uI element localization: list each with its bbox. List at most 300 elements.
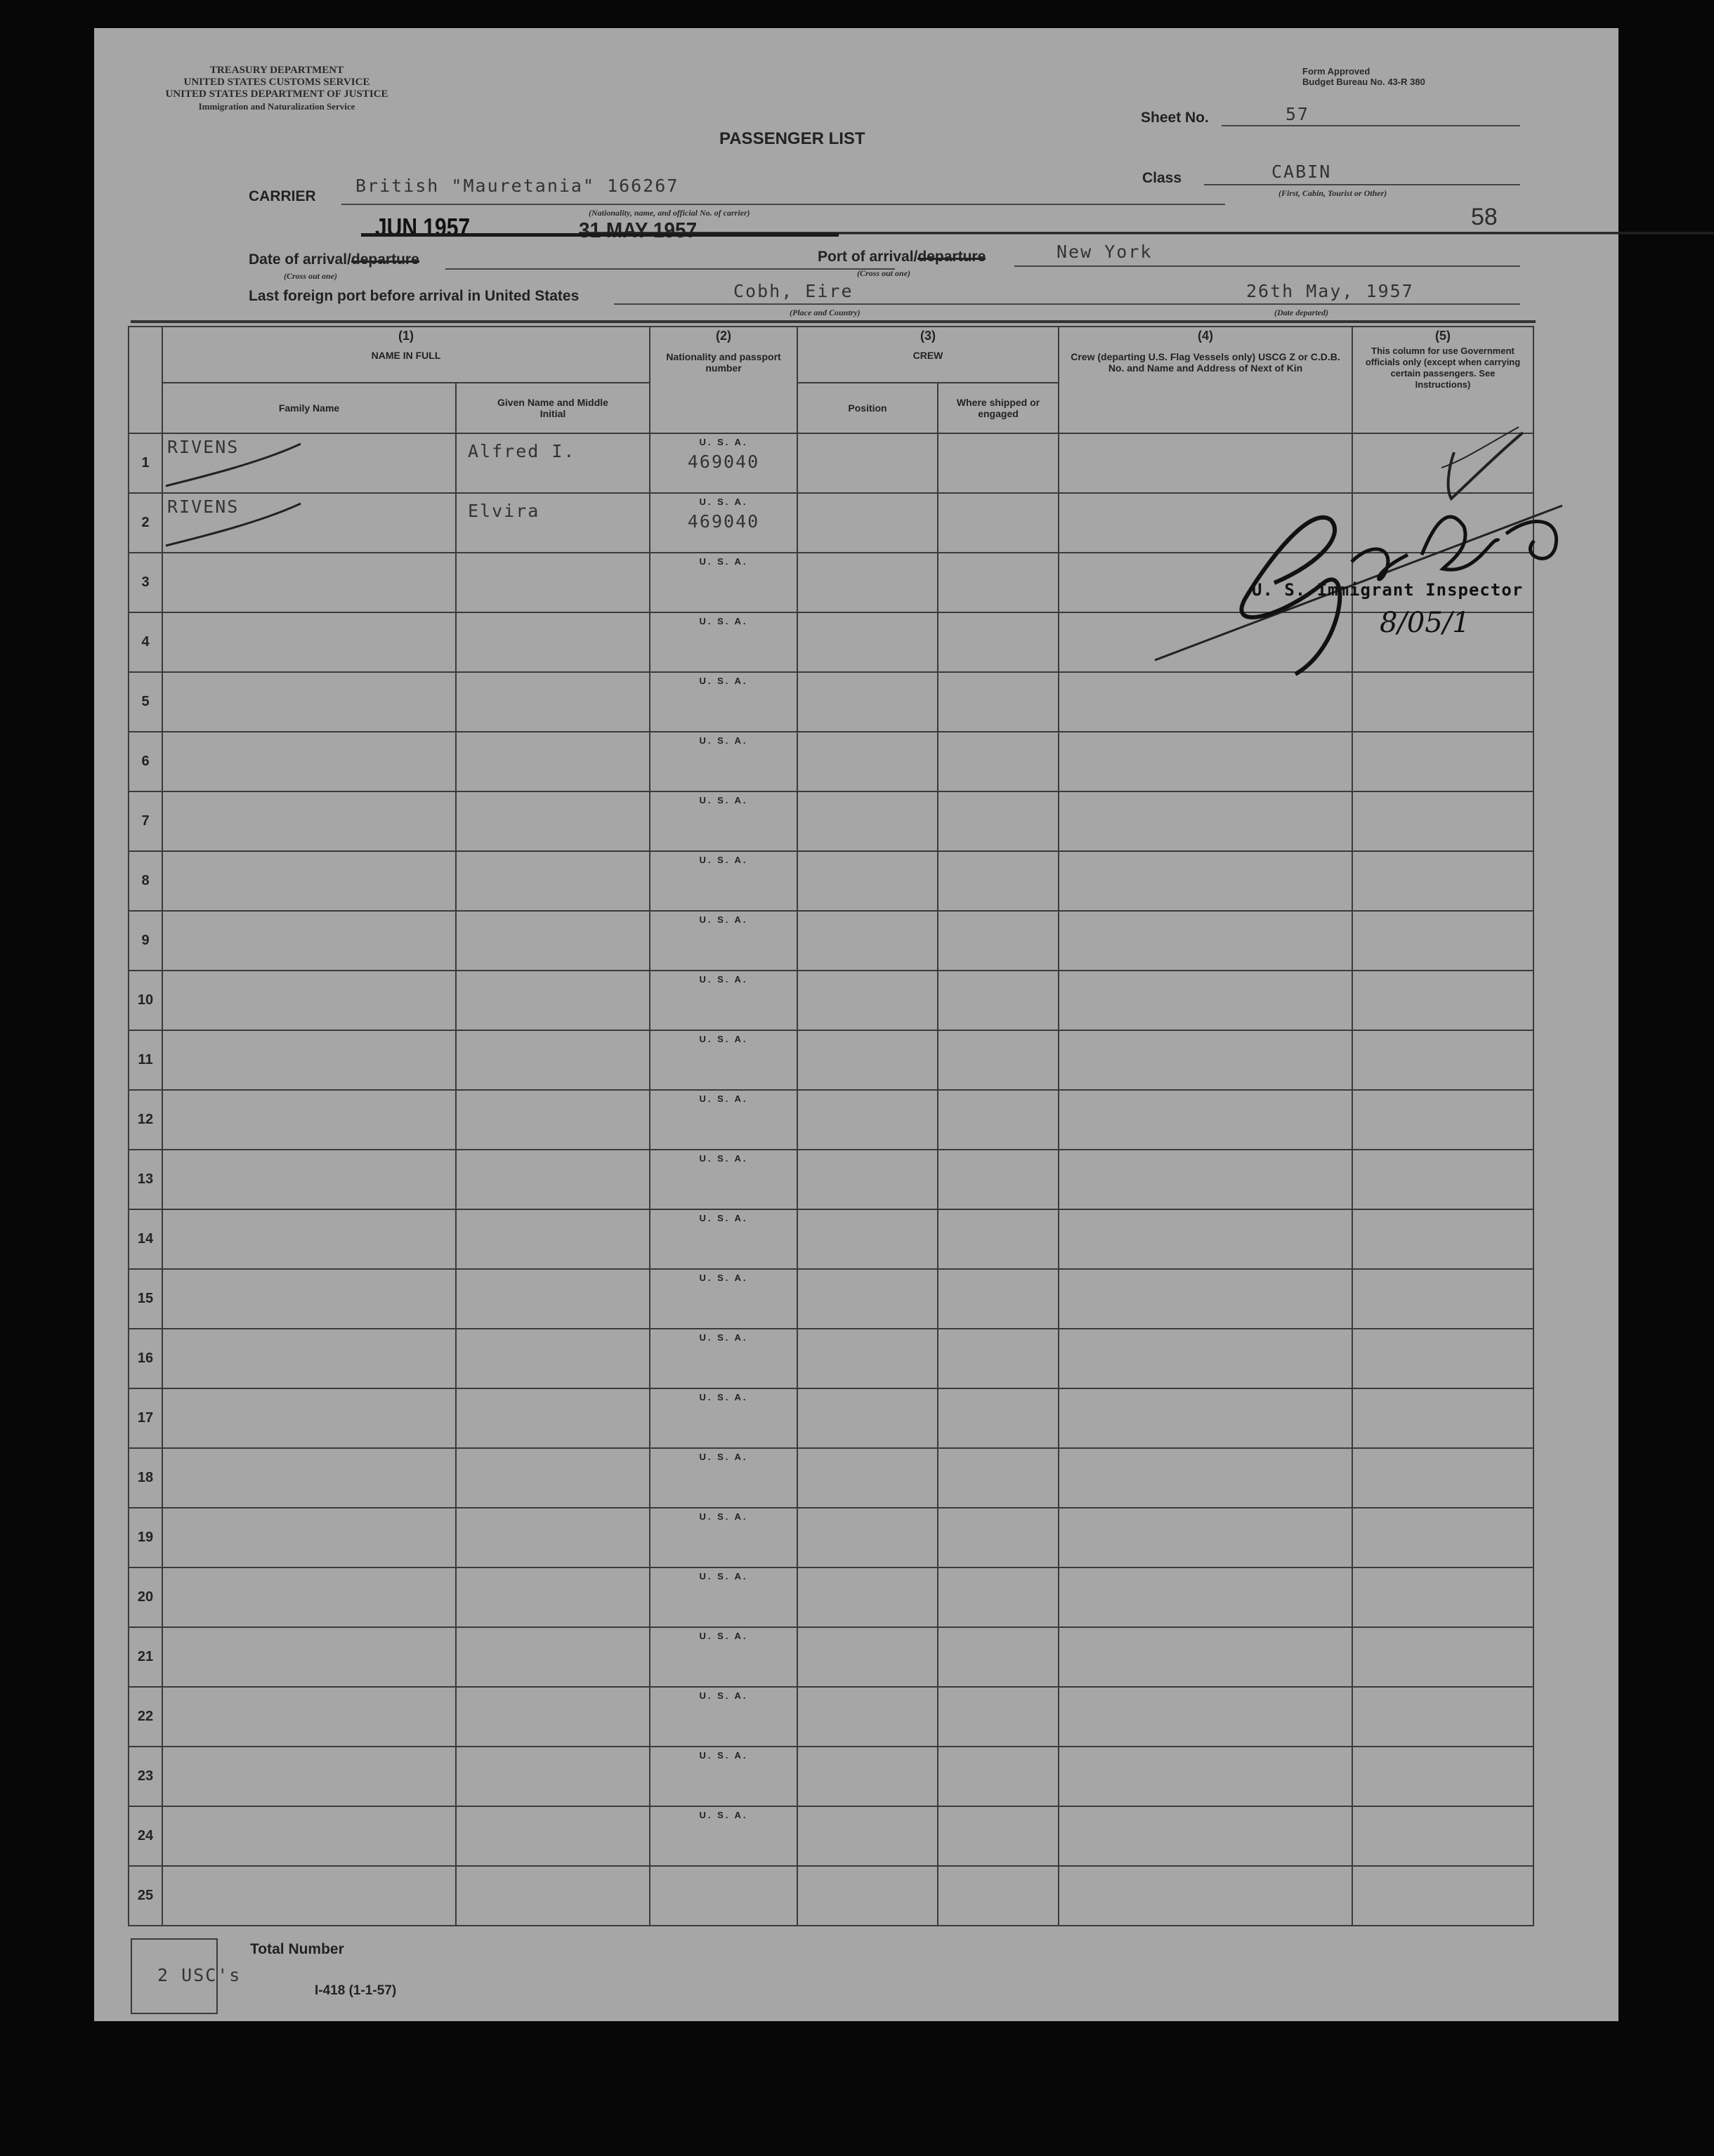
- family-name-cell: [162, 1269, 456, 1329]
- given-name-cell: [456, 791, 650, 851]
- crew-where-shipped-cell: [938, 1806, 1059, 1866]
- nationality: U. S. A.: [699, 1034, 748, 1044]
- table-row: [129, 1687, 1533, 1747]
- next-of-kin-cell: [1059, 1806, 1352, 1866]
- nationality-cell: [650, 1329, 797, 1388]
- row-number: 13: [129, 1150, 162, 1209]
- given-name-cell: [456, 1508, 650, 1567]
- nationality-cell: [650, 1090, 797, 1150]
- agency-header: [129, 65, 424, 112]
- nationality: U. S. A.: [699, 1631, 748, 1641]
- port-label-struck: departure: [917, 249, 986, 265]
- nationality-cell: [650, 791, 797, 851]
- crew-position-cell: [797, 553, 938, 612]
- family-name-cell: [162, 732, 456, 791]
- row-number: 3: [129, 553, 162, 612]
- nationality: U. S. A.: [699, 1690, 748, 1701]
- row-number: 7: [129, 791, 162, 851]
- nationality: U. S. A.: [699, 735, 748, 746]
- crew-position-cell: [797, 971, 938, 1030]
- nationality: U. S. A.: [699, 616, 748, 626]
- crew-where-shipped-cell: [938, 1747, 1059, 1806]
- page-number: 58: [1471, 204, 1498, 230]
- crew-where-shipped-cell: [938, 1030, 1059, 1090]
- official-use-cell: [1352, 1687, 1533, 1747]
- next-of-kin-cell: [1059, 1687, 1352, 1747]
- row-number: 4: [129, 612, 162, 672]
- table-row: [129, 791, 1533, 851]
- family-name-cell: [162, 553, 456, 612]
- crew-position-cell: [797, 1747, 938, 1806]
- next-of-kin-cell: [1059, 1448, 1352, 1508]
- form-approved: [1302, 66, 1425, 87]
- col2-number: (2): [716, 329, 732, 343]
- official-use-cell: [1352, 1508, 1533, 1567]
- family-name-cell: [162, 1627, 456, 1687]
- given-name-cell: [456, 1209, 650, 1269]
- row-number: 1: [129, 433, 162, 493]
- nationality-cell: [650, 1627, 797, 1687]
- row-number: 20: [129, 1567, 162, 1627]
- sheet-label: Sheet No.: [1141, 110, 1209, 126]
- nationality-cell: [650, 1806, 797, 1866]
- col1-header: [162, 327, 650, 383]
- page-title: PASSENGER LIST: [719, 129, 865, 148]
- official-use-cell: [1352, 1269, 1533, 1329]
- nationality-cell: [650, 493, 797, 553]
- crew-where-shipped-cell: [938, 971, 1059, 1030]
- nationality: U. S. A.: [699, 855, 748, 865]
- crew-position-cell: [797, 612, 938, 672]
- given-name-cell: [456, 1687, 650, 1747]
- official-use-cell: [1352, 1030, 1533, 1090]
- date-line: [445, 268, 895, 270]
- official-use-cell: [1352, 1747, 1533, 1806]
- crew-position-cell: [797, 1567, 938, 1627]
- crew-position-cell: [797, 1150, 938, 1209]
- port-label-main: Port of arrival/: [818, 249, 918, 265]
- table-row: [129, 1567, 1533, 1627]
- port-cross-caption: (Cross out one): [857, 268, 911, 278]
- nationality: U. S. A.: [699, 1750, 748, 1761]
- col1-title: NAME IN FULL: [371, 350, 441, 361]
- family-name-cell: [162, 1866, 456, 1926]
- next-of-kin-cell: [1059, 1329, 1352, 1388]
- nationality-cell: [650, 553, 797, 612]
- nationality: U. S. A.: [699, 1452, 748, 1462]
- family-name-cell: [162, 612, 456, 672]
- total-value: 2 USC's: [157, 1965, 242, 1985]
- given-name-cell: [456, 1747, 650, 1806]
- table-row: [129, 971, 1533, 1030]
- row-number: 21: [129, 1627, 162, 1687]
- table-row: [129, 1747, 1533, 1806]
- crew-where-shipped-cell: [938, 1627, 1059, 1687]
- nationality: U. S. A.: [699, 437, 748, 447]
- family-name-cell: [162, 1329, 456, 1388]
- crew-position-cell: [797, 433, 938, 493]
- carrier-caption: (Nationality, name, and official No. of carrier): [589, 208, 750, 218]
- table-row: [129, 1448, 1533, 1508]
- next-of-kin-cell: [1059, 1150, 1352, 1209]
- family-name-cell: [162, 1150, 456, 1209]
- given-name-header: Given Name and Middle Initial: [456, 383, 650, 433]
- crew-where-shipped-cell: [938, 1508, 1059, 1567]
- row-number: 23: [129, 1747, 162, 1806]
- given-name-cell: [456, 1806, 650, 1866]
- crew-position-cell: [797, 1090, 938, 1150]
- inspector-stamp: U. S. Immigrant Inspector: [1252, 580, 1524, 600]
- row-number: 19: [129, 1508, 162, 1567]
- given-name-cell: Elvira: [456, 493, 650, 553]
- nationality: U. S. A.: [699, 1810, 748, 1820]
- class-label: Class: [1142, 170, 1182, 186]
- table-row: [129, 1209, 1533, 1269]
- table-row: [129, 1329, 1533, 1388]
- place-caption: (Place and Country): [790, 308, 861, 317]
- next-of-kin-cell: [1059, 971, 1352, 1030]
- crew-position-cell: [797, 851, 938, 911]
- given-name-cell: [456, 672, 650, 732]
- official-use-cell: [1352, 732, 1533, 791]
- official-use-cell: [1352, 1150, 1533, 1209]
- family-name-cell: [162, 672, 456, 732]
- table-row: [129, 1150, 1533, 1209]
- nationality: U. S. A.: [699, 556, 748, 567]
- col2-title: Nationality and passport number: [666, 351, 781, 374]
- row-number: 2: [129, 493, 162, 553]
- row-number: 25: [129, 1866, 162, 1926]
- row-number: 12: [129, 1090, 162, 1150]
- crew-where-shipped-cell: [938, 791, 1059, 851]
- col4-header: [1059, 327, 1352, 433]
- official-use-cell: [1352, 1329, 1533, 1388]
- given-name-cell: [456, 971, 650, 1030]
- col2-header: [650, 327, 797, 433]
- table-row: [129, 1627, 1533, 1687]
- family-name-cell: [162, 493, 456, 553]
- nationality-cell: [650, 1388, 797, 1448]
- crew-where-shipped-cell: [938, 493, 1059, 553]
- official-use-cell: [1352, 1866, 1533, 1926]
- family-name-cell: [162, 1448, 456, 1508]
- next-of-kin-cell: [1059, 732, 1352, 791]
- nationality-cell: [650, 433, 797, 493]
- col1-number: (1): [398, 329, 414, 343]
- agency-line: Immigration and Naturalization Service: [198, 101, 355, 112]
- family-name-cell: [162, 851, 456, 911]
- crew-position-cell: [797, 791, 938, 851]
- given-name-cell: [456, 1567, 650, 1627]
- form-approved-line: Form Approved: [1302, 66, 1370, 77]
- nationality-cell: [650, 1448, 797, 1508]
- given-name-cell: [456, 1866, 650, 1926]
- nationality-cell: [650, 1866, 797, 1926]
- nationality-cell: [650, 732, 797, 791]
- passenger-list-sheet: [94, 28, 1618, 2021]
- nationality-cell: [650, 1747, 797, 1806]
- nationality: U. S. A.: [699, 676, 748, 686]
- row-number: 6: [129, 732, 162, 791]
- nationality: U. S. A.: [699, 974, 748, 985]
- next-of-kin-cell: [1059, 1209, 1352, 1269]
- given-name-cell: [456, 911, 650, 971]
- crew-where-shipped-cell: [938, 1269, 1059, 1329]
- table-row: [129, 1508, 1533, 1567]
- nationality-cell: [650, 1030, 797, 1090]
- family-name-cell: [162, 1030, 456, 1090]
- row-number: 15: [129, 1269, 162, 1329]
- table-top-rule: [131, 320, 1536, 323]
- nationality: U. S. A.: [699, 1273, 748, 1283]
- crew-where-shipped-cell: [938, 1866, 1059, 1926]
- next-of-kin-cell: [1059, 1388, 1352, 1448]
- crew-where-shipped-cell: [938, 1329, 1059, 1388]
- crew-position-cell: [797, 1866, 938, 1926]
- table-row: [129, 1269, 1533, 1329]
- official-use-cell: [1352, 1567, 1533, 1627]
- official-use-cell: [1352, 1627, 1533, 1687]
- strike-mark-icon: [163, 501, 303, 550]
- nationality: U. S. A.: [699, 1213, 748, 1223]
- next-of-kin-cell: [1059, 911, 1352, 971]
- family-name-cell: [162, 1806, 456, 1866]
- passport-number: 469040: [687, 452, 760, 472]
- crew-where-shipped-cell: [938, 1448, 1059, 1508]
- last-port-line: [614, 303, 1176, 305]
- family-name-cell: [162, 433, 456, 493]
- crew-where-shipped-cell: [938, 553, 1059, 612]
- row-number-header: [129, 327, 162, 433]
- crew-position-cell: [797, 672, 938, 732]
- crew-position-cell: [797, 1388, 938, 1448]
- table-row: [129, 911, 1533, 971]
- sheet-value: 57: [1286, 104, 1310, 124]
- family-name-cell: [162, 971, 456, 1030]
- given-name-cell: [456, 1329, 650, 1388]
- crew-where-shipped-cell: [938, 672, 1059, 732]
- col4-title: Crew (departing U.S. Flag Vessels only) USCG Z or C.D.B. No. and Name and Address of Next of Kin: [1071, 351, 1340, 374]
- nationality-cell: [650, 911, 797, 971]
- col3-header: [797, 327, 1059, 383]
- last-port-value: Cobh, Eire: [733, 281, 853, 301]
- row-number: 8: [129, 851, 162, 911]
- col4-number: (4): [1198, 329, 1214, 343]
- date-departed-line: [1106, 303, 1520, 305]
- nationality-cell: [650, 971, 797, 1030]
- nationality-cell: [650, 612, 797, 672]
- agency-line: UNITED STATES CUSTOMS SERVICE: [183, 77, 370, 88]
- crew-position-cell: [797, 1329, 938, 1388]
- agency-line: UNITED STATES DEPARTMENT OF JUSTICE: [165, 88, 388, 100]
- table-row: [129, 1806, 1533, 1866]
- crew-where-shipped-cell: [938, 433, 1059, 493]
- given-name-cell: [456, 1627, 650, 1687]
- official-use-cell: [1352, 1090, 1533, 1150]
- nationality-cell: [650, 1150, 797, 1209]
- table-row: [129, 732, 1533, 791]
- date-departed-caption: (Date departed): [1274, 308, 1328, 317]
- nationality: U. S. A.: [699, 1392, 748, 1402]
- table-row: [129, 1866, 1533, 1926]
- family-name-cell: [162, 911, 456, 971]
- nationality: U. S. A.: [699, 1571, 748, 1582]
- official-use-cell: [1352, 1806, 1533, 1866]
- next-of-kin-cell: [1059, 791, 1352, 851]
- col5-title: This column for use Government officials only (except when carrying certain passengers. See Instructions): [1365, 346, 1521, 390]
- row-number: 9: [129, 911, 162, 971]
- family-name-cell: [162, 1209, 456, 1269]
- position-header: Position: [797, 383, 938, 433]
- crew-where-shipped-cell: [938, 911, 1059, 971]
- crew-where-shipped-cell: [938, 1388, 1059, 1448]
- given-name-cell: [456, 612, 650, 672]
- crew-position-cell: [797, 1448, 938, 1508]
- family-name-cell: [162, 1388, 456, 1448]
- where-shipped-header: Where shipped or engaged: [938, 383, 1059, 433]
- agency-line: TREASURY DEPARTMENT: [209, 65, 344, 76]
- next-of-kin-cell: [1059, 1866, 1352, 1926]
- struck-date-stamp: 31 MAY 1957: [579, 218, 1714, 242]
- given-name-cell: [456, 1030, 650, 1090]
- crew-where-shipped-cell: [938, 1150, 1059, 1209]
- date-cross-caption: (Cross out one): [284, 271, 338, 281]
- crew-position-cell: [797, 732, 938, 791]
- row-number: 22: [129, 1687, 162, 1747]
- family-name-header: Family Name: [162, 383, 456, 433]
- date-departed-value: 26th May, 1957: [1246, 281, 1414, 301]
- carrier-value: British "Mauretania" 166267: [355, 176, 679, 196]
- nationality: U. S. A.: [699, 914, 748, 925]
- next-of-kin-cell: [1059, 1567, 1352, 1627]
- passport-number: 469040: [687, 511, 760, 532]
- crew-where-shipped-cell: [938, 732, 1059, 791]
- next-of-kin-cell: [1059, 851, 1352, 911]
- port-label: [818, 249, 986, 265]
- last-port-label: Last foreign port before arrival in United States: [249, 288, 580, 304]
- crew-position-cell: [797, 1209, 938, 1269]
- next-of-kin-cell: [1059, 1090, 1352, 1150]
- form-number: I-418 (1-1-57): [315, 1983, 397, 1998]
- port-value: New York: [1056, 242, 1153, 262]
- official-use-cell: [1352, 911, 1533, 971]
- table-row: [129, 1030, 1533, 1090]
- arrival-date-stamp: JUN 1957: [375, 213, 471, 242]
- family-name-cell: [162, 1090, 456, 1150]
- nationality-cell: [650, 851, 797, 911]
- carrier-label: CARRIER: [249, 188, 316, 204]
- crew-where-shipped-cell: [938, 1209, 1059, 1269]
- nationality-cell: [650, 1687, 797, 1747]
- nationality-cell: [650, 1567, 797, 1627]
- nationality: U. S. A.: [699, 497, 748, 507]
- family-name-cell: [162, 1567, 456, 1627]
- row-number: 17: [129, 1388, 162, 1448]
- given-name-cell: [456, 851, 650, 911]
- crew-where-shipped-cell: [938, 1090, 1059, 1150]
- crew-position-cell: [797, 911, 938, 971]
- crew-where-shipped-cell: [938, 1687, 1059, 1747]
- class-line: [1204, 184, 1520, 185]
- table-row: [129, 1388, 1533, 1448]
- nationality-cell: [650, 672, 797, 732]
- crew-where-shipped-cell: [938, 851, 1059, 911]
- crew-position-cell: [797, 1687, 938, 1747]
- col3-title: CREW: [912, 350, 943, 361]
- family-name-cell: [162, 1747, 456, 1806]
- nationality: U. S. A.: [699, 1153, 748, 1164]
- date-strike-line: [361, 233, 839, 237]
- crew-position-cell: [797, 1030, 938, 1090]
- next-of-kin-cell: [1059, 1627, 1352, 1687]
- given-name-cell: [456, 1448, 650, 1508]
- form-approved-line: Budget Bureau No. 43-R 380: [1302, 77, 1425, 87]
- official-use-cell: [1352, 971, 1533, 1030]
- family-name-cell: [162, 791, 456, 851]
- crew-position-cell: [797, 1627, 938, 1687]
- nationality: U. S. A.: [699, 1332, 748, 1343]
- given-name-cell: [456, 732, 650, 791]
- next-of-kin-cell: [1059, 1269, 1352, 1329]
- given-name-cell: [456, 1150, 650, 1209]
- row-number: 11: [129, 1030, 162, 1090]
- official-use-cell: [1352, 851, 1533, 911]
- official-use-cell: [1352, 1209, 1533, 1269]
- crew-position-cell: [797, 1269, 938, 1329]
- row-number: 14: [129, 1209, 162, 1269]
- nationality-cell: [650, 1269, 797, 1329]
- given-name-cell: [456, 1090, 650, 1150]
- family-name-cell: [162, 1508, 456, 1567]
- inspector-note: 8/05/1: [1380, 607, 1470, 639]
- class-caption: (First, Cabin, Tourist or Other): [1278, 188, 1387, 198]
- given-name-cell: [456, 553, 650, 612]
- sheet-line: [1222, 125, 1520, 126]
- carrier-line: [341, 204, 1225, 205]
- port-line: [1014, 265, 1520, 267]
- crew-where-shipped-cell: [938, 612, 1059, 672]
- nationality-cell: [650, 1508, 797, 1567]
- date-label-main: Date of arrival/: [249, 251, 351, 268]
- date-label-struck: departure: [351, 251, 419, 268]
- crew-position-cell: [797, 1806, 938, 1866]
- table-row: [129, 1090, 1533, 1150]
- crew-position-cell: [797, 1508, 938, 1567]
- family-name: RIVENS: [167, 497, 240, 517]
- official-use-cell: [1352, 1448, 1533, 1508]
- row-number: 10: [129, 971, 162, 1030]
- crew-position-cell: [797, 493, 938, 553]
- strike-mark-icon: [163, 441, 303, 490]
- nationality: U. S. A.: [699, 1511, 748, 1522]
- row-number: 5: [129, 672, 162, 732]
- nationality: U. S. A.: [699, 1093, 748, 1104]
- given-name-cell: [456, 1269, 650, 1329]
- col3-number: (3): [920, 329, 936, 343]
- col5-number: (5): [1435, 329, 1451, 343]
- crew-where-shipped-cell: [938, 1567, 1059, 1627]
- next-of-kin-cell: [1059, 1030, 1352, 1090]
- official-use-cell: [1352, 791, 1533, 851]
- family-name: RIVENS: [167, 437, 240, 457]
- date-label: [249, 251, 419, 268]
- table-row: [129, 851, 1533, 911]
- next-of-kin-cell: [1059, 1508, 1352, 1567]
- total-label: Total Number: [250, 1941, 344, 1957]
- nationality-cell: [650, 1209, 797, 1269]
- official-use-cell: [1352, 1388, 1533, 1448]
- row-number: 16: [129, 1329, 162, 1388]
